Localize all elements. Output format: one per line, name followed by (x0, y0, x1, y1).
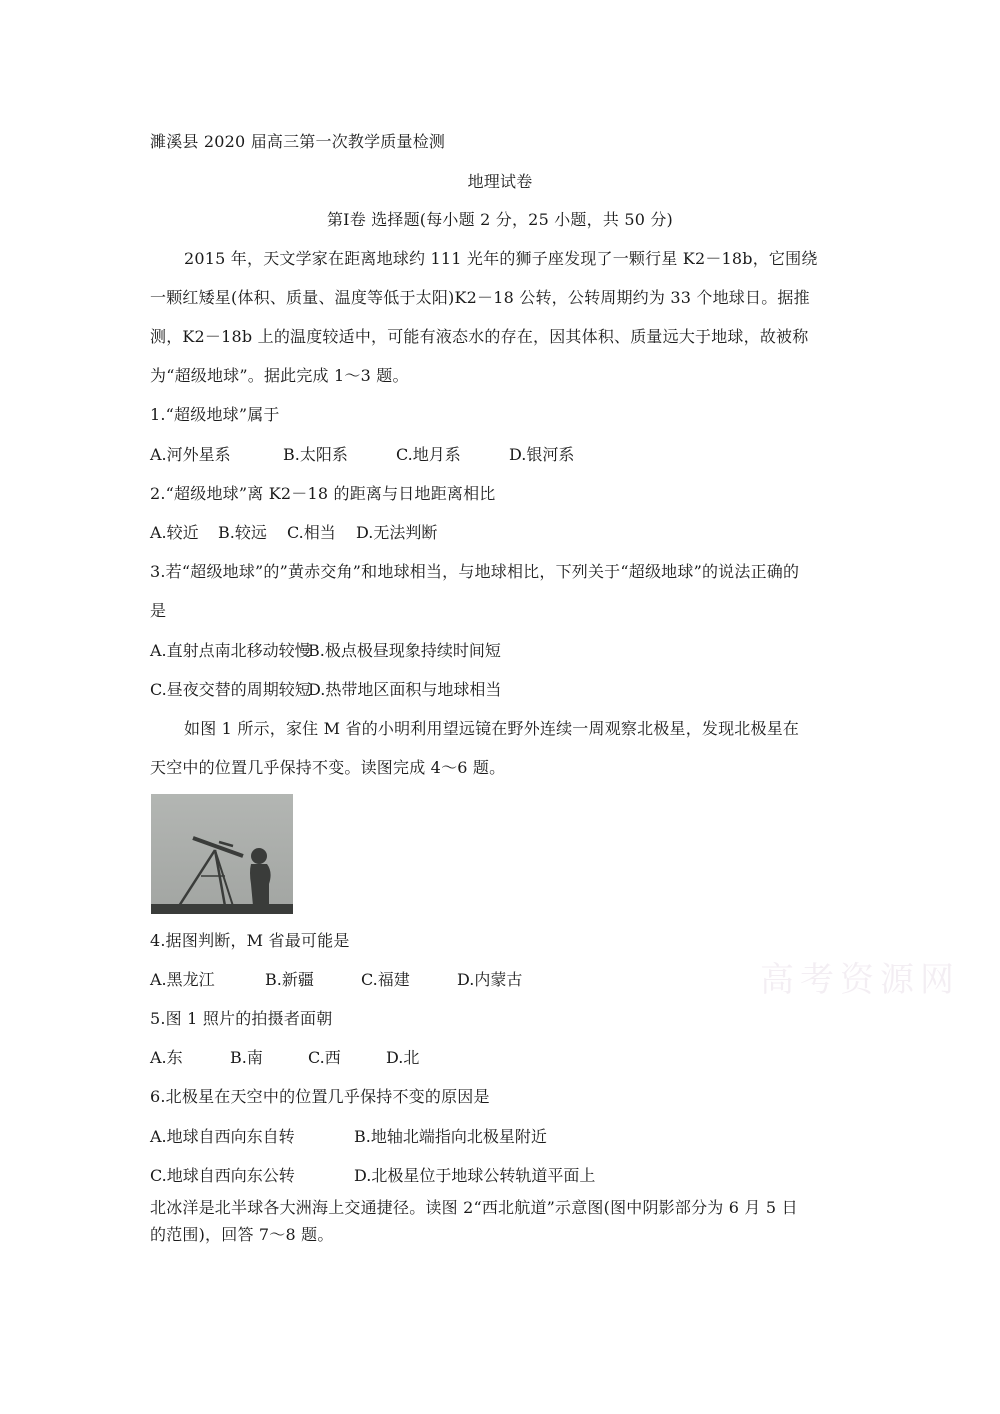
passage-line: 测，K2－18b 上的温度较适中，可能有液态水的存在，因其体积、质量远大于地球，故被称 (150, 327, 809, 346)
option-c: C.福建 (361, 970, 410, 989)
option-c: C.西 (308, 1048, 341, 1067)
option-c: C.地球自西向东公转 (150, 1166, 295, 1185)
option-c: C.昼夜交替的周期较短 (150, 680, 311, 699)
option-b: B.较远 (218, 523, 267, 542)
watermark: 高考资源网 (760, 960, 960, 1000)
option-b: B.地轴北端指向北极星附近 (354, 1127, 547, 1146)
passage-line: 2015 年，天文学家在距离地球约 111 光年的狮子座发现了一颗行星 K2－18b，它围绕 (184, 249, 818, 268)
passage-line: 的范围)，回答 7～8 题。 (150, 1225, 334, 1244)
question-stem: 4.据图判断，M 省最可能是 (150, 931, 350, 950)
option-d: D.北 (386, 1048, 420, 1067)
exam-title: 濉溪县 2020 届高三第一次教学质量检测 (150, 132, 446, 151)
option-c: C.地月系 (396, 445, 461, 464)
passage-line: 一颗红矮星(体积、质量、温度等低于太阳)K2－18 公转，公转周期约为 33 个地球日。据推 (150, 288, 810, 307)
subject-title: 地理试卷 (467, 172, 533, 191)
passage-line: 为“超级地球”。据此完成 1～3 题。 (150, 366, 409, 385)
question-stem: 是 (150, 601, 167, 620)
option-a: A.河外星系 (150, 445, 231, 464)
question-stem: 5.图 1 照片的拍摄者面朝 (150, 1009, 333, 1028)
question-stem: 6.北极星在天空中的位置几乎保持不变的原因是 (150, 1087, 490, 1106)
telescope-silhouette-icon (151, 794, 293, 914)
option-d: D.内蒙古 (457, 970, 523, 989)
option-a: A.东 (150, 1048, 183, 1067)
passage-line: 如图 1 所示，家住 M 省的小明利用望远镜在野外连续一周观察北极星，发现北极星在 (184, 719, 800, 738)
passage-line: 天空中的位置几乎保持不变。读图完成 4～6 题。 (150, 758, 506, 777)
question-stem: 3.若“超级地球”的”黄赤交角”和地球相当，与地球相比，下列关于“超级地球”的说法正确的 (150, 562, 800, 581)
option-a: A.黑龙江 (150, 970, 215, 989)
option-b: B.极点极昼现象持续时间短 (308, 641, 501, 660)
passage-line: 北冰洋是北半球各大洲海上交通捷径。读图 2“西北航道”示意图(图中阴影部分为 6 月 5 日 (150, 1198, 798, 1217)
option-a: A.较近 (150, 523, 199, 542)
figure-1-telescope-photo (151, 794, 293, 914)
option-c: C.相当 (287, 523, 336, 542)
option-a: A.直射点南北移动较慢 (150, 641, 311, 660)
question-stem: 1.“超级地球”属于 (150, 405, 280, 424)
option-a: A.地球自西向东自转 (150, 1127, 295, 1146)
option-b: B.太阳系 (283, 445, 348, 464)
option-d: D.热带地区面积与地球相当 (308, 680, 502, 699)
option-b: B.南 (230, 1048, 263, 1067)
option-b: B.新疆 (265, 970, 314, 989)
option-d: D.北极星位于地球公转轨道平面上 (354, 1166, 596, 1185)
option-d: D.银河系 (509, 445, 575, 464)
option-d: D.无法判断 (356, 523, 438, 542)
question-stem: 2.“超级地球”离 K2－18 的距离与日地距离相比 (150, 484, 496, 503)
section-title: 第Ⅰ卷 选择题(每小题 2 分，25 小题，共 50 分) (326, 210, 674, 229)
